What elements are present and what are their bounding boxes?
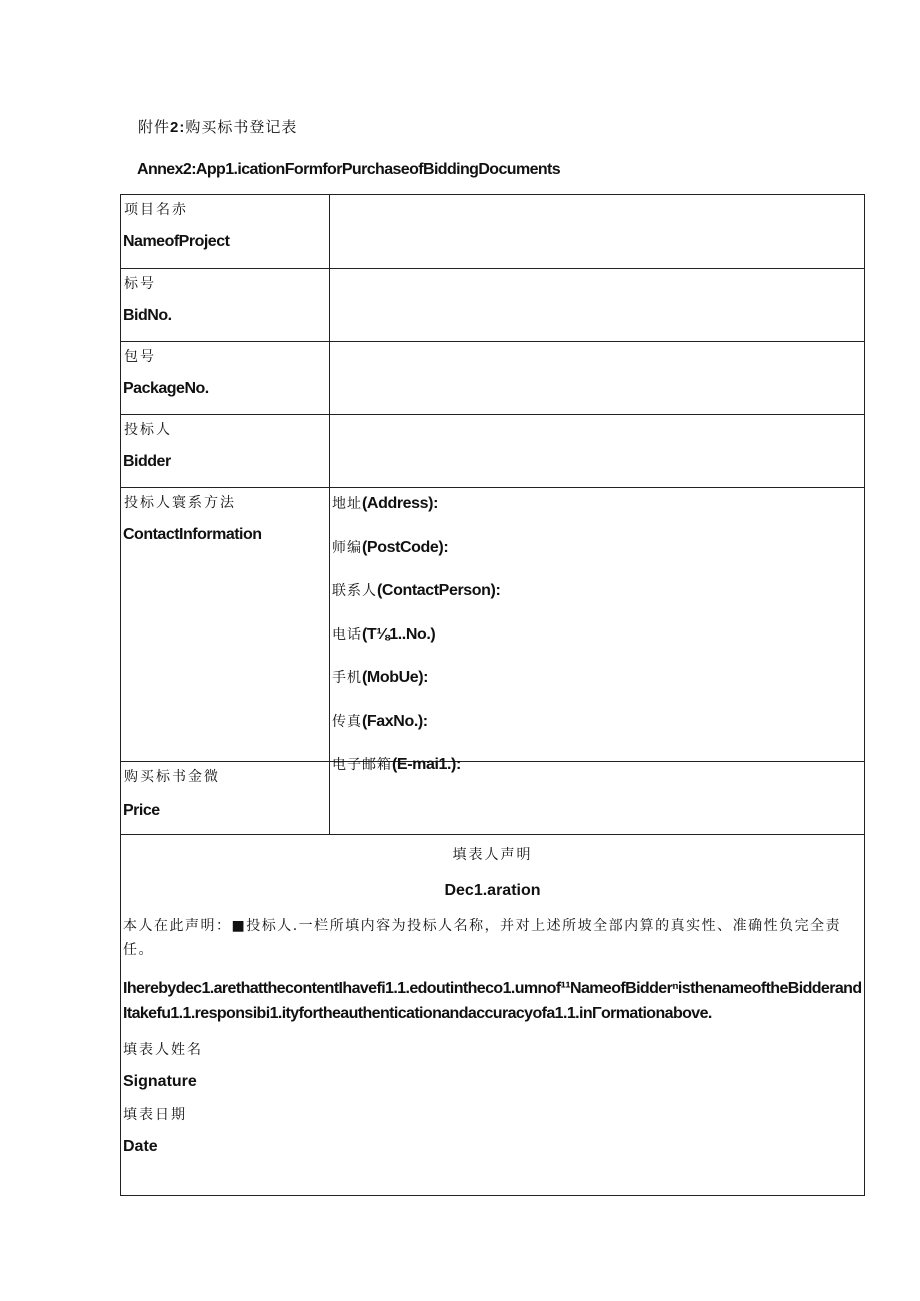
bid-no-label-cell [121, 269, 330, 342]
bid-no-label-cn: 标号 [124, 276, 156, 292]
contact-person-label-cn: 联系人 [332, 583, 377, 599]
price-label-cn: 购买标书金微 [124, 769, 220, 785]
email-label-en: (E-mai1.): [392, 756, 461, 773]
date-label-en[interactable]: Date [123, 1138, 158, 1155]
address-label-en: (Address): [362, 495, 439, 512]
package-no-value[interactable] [330, 342, 865, 415]
mobile-label-en: (MobUe): [362, 669, 429, 686]
row-bidder [121, 415, 865, 488]
row-bid-no [121, 269, 865, 342]
project-name-label-cn: 项目名赤 [124, 202, 188, 218]
declaration-text-en: Iherebydec1.arethatthecontentIhavefi1.1.edoutintheco1.umnof¹¹NameofBidderⁿisthenameoftheBidderandItakefu1.1.responsibi1.ityfortheauthenticationandaccuracyofa1.1.inΓormationabove. [123, 980, 862, 1022]
email-label-cn: 电子邮箱 [332, 757, 392, 773]
package-no-label-cell [121, 342, 330, 415]
annex-title-cn [138, 116, 297, 137]
contact-person-label-en: (ContactPerson): [377, 582, 501, 599]
row-price [121, 762, 865, 835]
declaration-title-en: Dec1.aration [444, 882, 541, 899]
postcode-label-cn: 师编 [332, 539, 362, 556]
price-label-cell [121, 762, 330, 835]
project-name-label-en: NameofProject [123, 233, 230, 250]
date-label-cn: 填表日期 [123, 1107, 187, 1123]
postcode-label-en: (PostCode): [362, 538, 449, 556]
declaration-cell [121, 835, 865, 1196]
row-project-name [121, 195, 865, 269]
contact-person-field[interactable] [330, 575, 864, 619]
contact-label-en: ContactInformation [123, 526, 262, 543]
project-name-value[interactable] [330, 195, 865, 269]
telephone-label-en: (T⅛1..No.) [362, 625, 436, 643]
purchase-form-table [120, 194, 865, 1196]
postcode-field[interactable] [330, 532, 864, 576]
annex-prefix: 附件 [138, 118, 171, 136]
declaration-block [121, 835, 864, 1195]
row-declaration [121, 835, 865, 1196]
contact-label-cn: 投标人寰系方法 [124, 495, 236, 511]
telephone-label-cn: 电话 [332, 626, 362, 643]
annex-number: 2: [170, 119, 186, 136]
mobile-field[interactable] [330, 662, 864, 706]
bidder-label-cn: 投标人 [124, 422, 172, 438]
contact-fields [330, 488, 864, 773]
signature-label-en[interactable]: Signature [123, 1073, 197, 1090]
bid-no-value[interactable] [330, 269, 865, 342]
bidder-label-en: Bidder [123, 453, 171, 470]
contact-value-cell [330, 488, 865, 773]
package-no-label-cn: 包号 [124, 349, 156, 365]
annex-title-text: 购买标书登记表 [185, 118, 298, 136]
mobile-label-cn: 手机 [332, 670, 362, 686]
bidder-value[interactable] [330, 415, 865, 488]
declaration-text-cn: 本人在此声明：■投标人.一栏所填内容为投标人名称，并对上述所坡全部内算的真实性、准确性负完全责任。 [123, 918, 842, 958]
price-label-en: Price [123, 802, 160, 819]
address-field[interactable] [330, 488, 864, 532]
signature-label-cn: 填表人姓名 [123, 1042, 203, 1058]
package-no-label-en: PackageNo. [123, 380, 209, 397]
contact-label-cell [121, 488, 330, 762]
fax-field[interactable] [330, 706, 864, 750]
bidder-label-cell [121, 415, 330, 488]
address-label-cn: 地址 [332, 496, 362, 512]
annex-title-en: Annex2:App1.icationFormforPurchaseofBiddingDocuments [137, 161, 561, 178]
fax-label-en: (FaxNo.): [362, 712, 428, 730]
bid-no-label-en: BidNo. [123, 307, 172, 324]
project-name-label-cell [121, 195, 330, 269]
row-contact-information [121, 488, 865, 762]
telephone-field[interactable] [330, 619, 864, 663]
row-package-no [121, 342, 865, 415]
declaration-title-cn: 填表人声明 [452, 847, 533, 863]
fax-label-cn: 传真 [332, 713, 362, 730]
